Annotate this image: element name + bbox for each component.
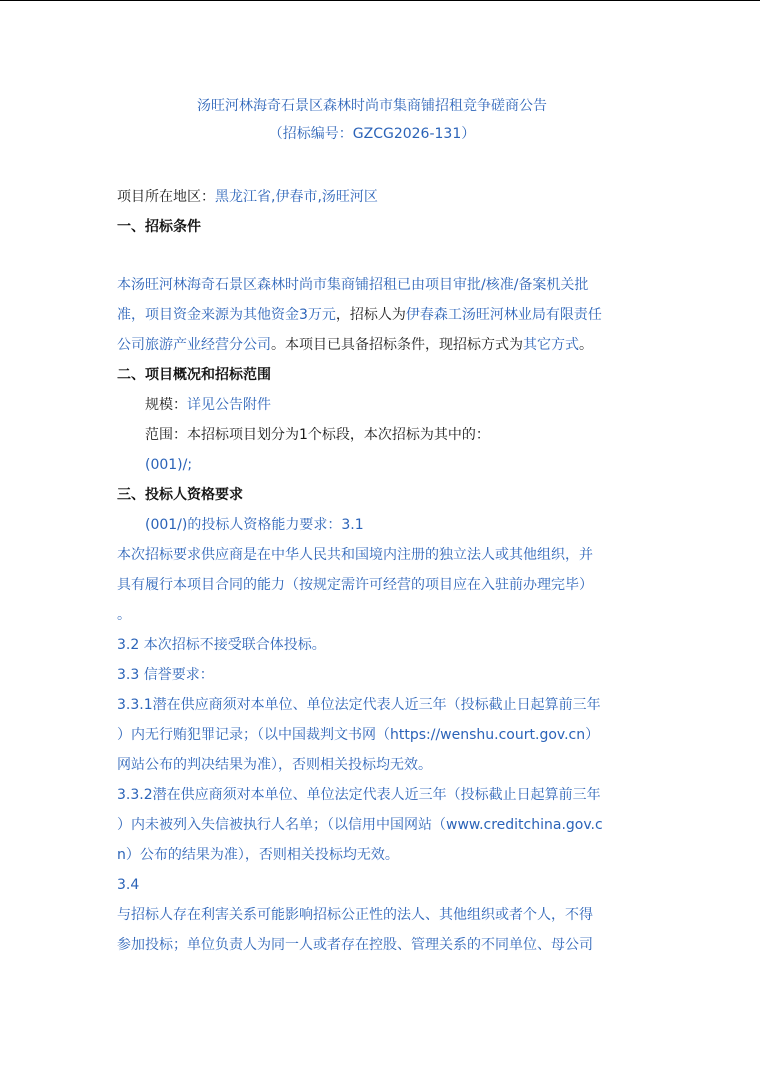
tender-method: 其它方式 [523,337,579,353]
qualification-line: 参加投标；单位负责人为同一人或者存在控股、管理关系的不同单位、母公司 [117,937,593,953]
qualification-line: 3.4 [117,877,140,893]
tenderer-name: 伊春森工汤旺河林业局有限责任 [405,307,602,323]
qualification-line: ）内无行贿犯罪记录；（以中国裁判文书网（https://wenshu.court.gov.cn） [117,727,600,743]
lot-line: (001)/; [145,457,193,473]
section-3-heading: 三、投标人资格要求 [117,487,243,503]
section-1-heading: 一、招标条件 [117,219,201,235]
section-1-line-2: 准，项目资金来源为其他资金3万元，招标人为伊春森工汤旺河林业局有限责任 [117,307,602,323]
qualification-line: 3.3.2潜在供应商须对本单位、单位法定代表人近三年（投标截止日起算前三年 [117,787,601,803]
qualification-intro: (001/)的投标人资格能力要求：3.1 [145,517,364,533]
region-label: 项目所在地区： [117,189,215,205]
qualification-line: 具有履行本项目合同的能力（按规定需许可经营的项目应在入驻前办理完毕） [117,577,593,593]
project-region [117,182,639,212]
scope-line: 范围：本招标项目划分为1个标段，本次招标为其中的： [145,427,490,443]
document-title: 汤旺河林海奇石景区森林时尚市集商铺招租竞争磋商公告 [197,98,547,114]
fund-source: 其他资金3万元 [243,307,336,323]
region-value: 黑龙江省,伊春市,汤旺河区 [215,189,378,205]
tender-code: （招标编号：GZCG2026-131） [268,126,476,142]
qualification-line: 3.2 本次招标不接受联合体投标。 [117,637,326,653]
top-border-line [0,0,760,1]
qualification-line: 3.3 信誉要求： [117,667,214,683]
announcement-document [117,92,639,960]
qualification-line: ）内未被列入失信被执行人名单；（以信用中国网站（www.creditchina.gov.c [117,817,603,833]
qualification-line: 网站公布的判决结果为准），否则相关投标均无效。 [117,757,432,773]
section-1-line-3: 公司旅游产业经营分公司。本项目已具备招标条件，现招标方式为其它方式。 [117,337,593,353]
section-2-heading: 二、项目概况和招标范围 [117,367,271,383]
qualification-line: n）公布的结果为准），否则相关投标均无效。 [117,847,399,863]
scale-line: 规模：详见公告附件 [145,397,271,413]
qualification-line: 与招标人存在利害关系可能影响招标公正性的法人、其他组织或者个人，不得 [117,907,593,923]
section-1-line-1: 本汤旺河林海奇石景区森林时尚市集商铺招租已由项目审批/核准/备案机关批 [117,277,589,293]
qualification-line: 3.3.1潜在供应商须对本单位、单位法定代表人近三年（投标截止日起算前三年 [117,697,601,713]
qualification-line: 本次招标要求供应商是在中华人民共和国境内注册的独立法人或其他组织，并 [117,547,593,563]
scale-value: 详见公告附件 [187,397,271,413]
qualification-line: 。 [117,607,131,623]
